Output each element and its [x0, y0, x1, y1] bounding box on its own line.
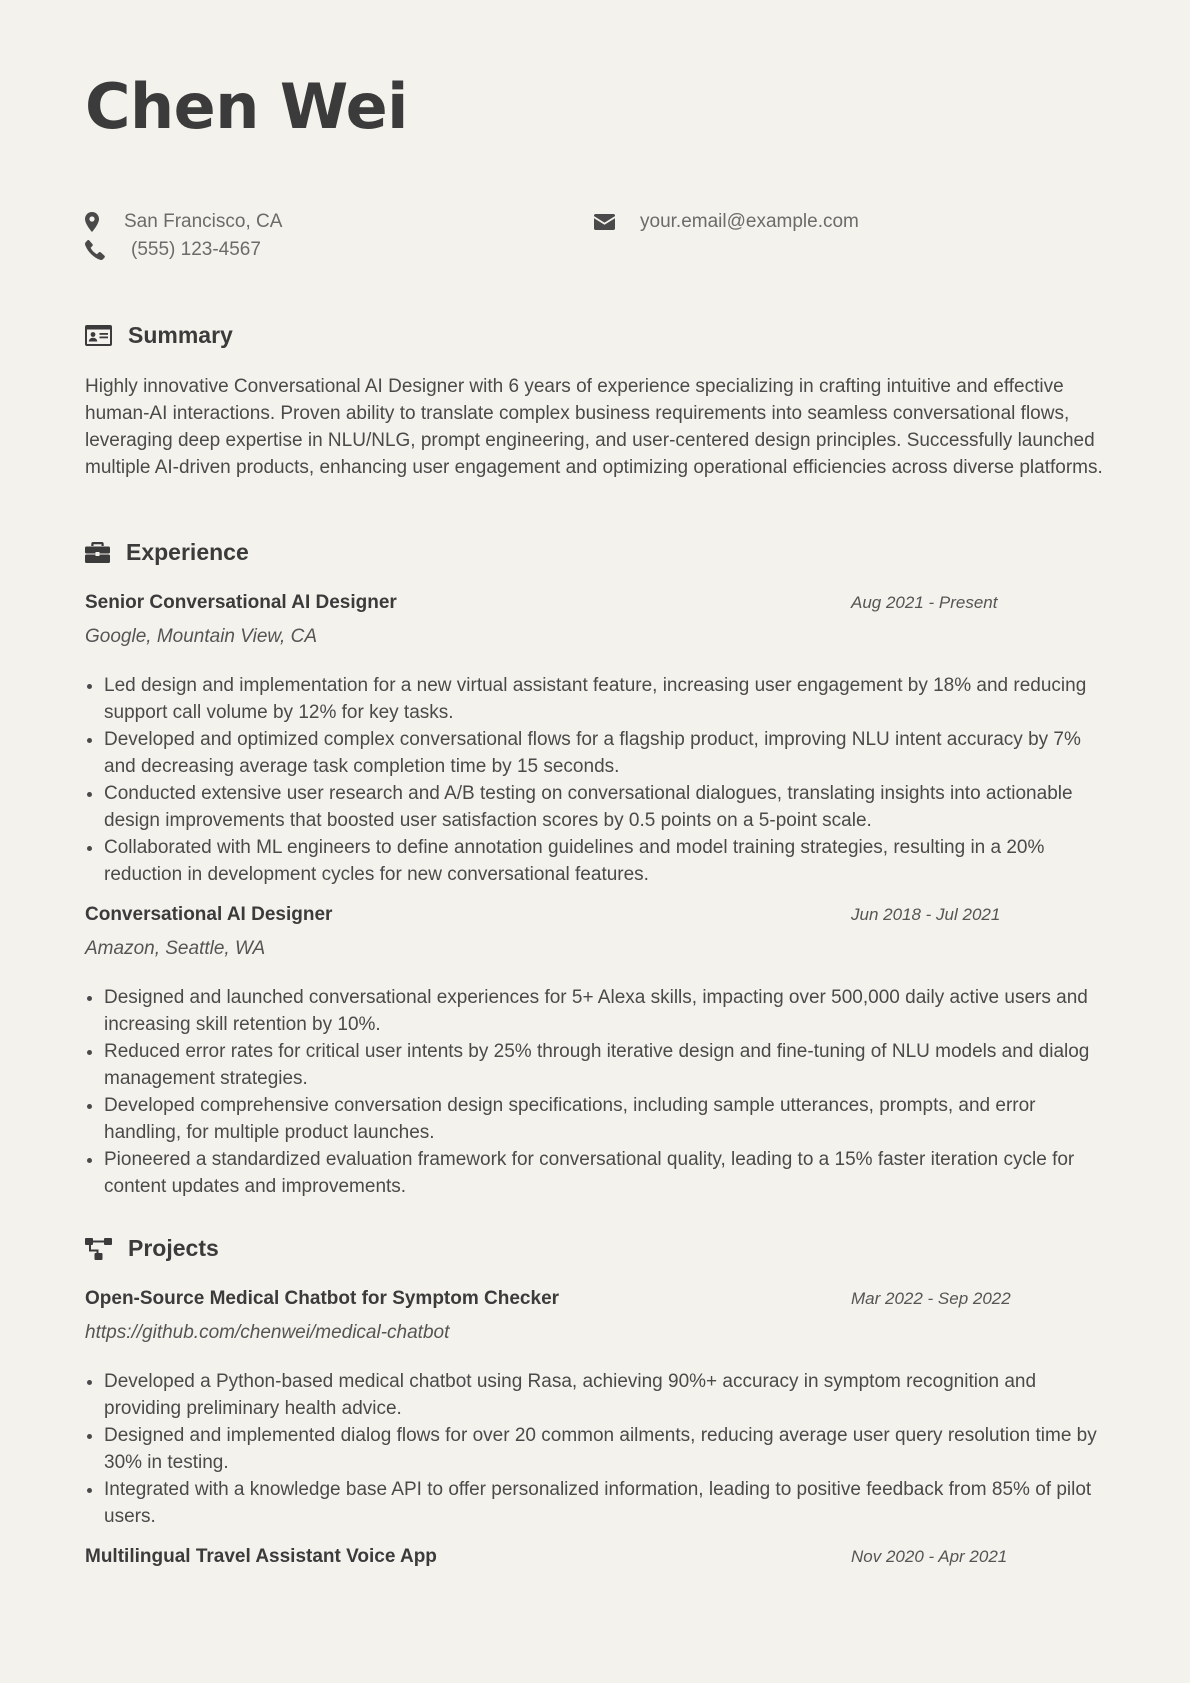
list-item: Pioneered a standardized evaluation framework for conversational quality, leading to a 15% faster iteration cycle for content updates and improvements. — [85, 1146, 1105, 1200]
list-item: Reduced error rates for critical user intents by 25% through iterative design and fine-tuning of NLU models and dialog management strategies. — [85, 1038, 1105, 1092]
contact-phone — [85, 239, 261, 261]
summary-heading — [85, 322, 233, 349]
summary-text: Highly innovative Conversational AI Designer with 6 years of experience specializing in crafting intuitive and effective human-AI interactions. Proven ability to translate complex business requirements into seamless conversational flows, leveraging deep expertise in NLU/NLG, prompt engineering, and user-centered design principles. Successfully launched multiple AI-driven products, enhancing user engagement and optimizing operational efficiencies across diverse platforms. — [85, 376, 1103, 478]
job-company: Amazon, Seattle, WA — [85, 938, 266, 959]
project-date: Nov 2020 - Apr 2021 — [851, 1547, 1008, 1566]
experience-heading — [85, 539, 249, 566]
envelope-icon — [594, 214, 615, 230]
phone-icon — [85, 240, 105, 260]
summary-heading-text: Summary — [128, 322, 233, 348]
job-bullets — [85, 672, 1105, 888]
project-title: Open-Source Medical Chatbot for Symptom Checker — [85, 1288, 560, 1309]
project-bullets — [85, 1368, 1105, 1530]
list-item: Developed comprehensive conversation design specifications, including sample utterances, prompts, and error handling, for multiple product launches. — [85, 1092, 1105, 1146]
job-date: Jun 2018 - Jul 2021 — [851, 905, 1001, 924]
contact-email — [594, 211, 859, 233]
contact-location — [85, 211, 282, 233]
job-title: Senior Conversational AI Designer — [85, 592, 397, 613]
location-text: San Francisco, CA — [124, 211, 283, 232]
job-date: Aug 2021 - Present — [851, 593, 998, 612]
map-marker-icon — [85, 212, 99, 232]
project-link[interactable]: https://github.com/chenwei/medical-chatbot — [85, 1322, 450, 1343]
list-item: Led design and implementation for a new virtual assistant feature, increasing user engagement by 18% and reducing support call volume by 12% for key tasks. — [85, 672, 1105, 726]
project-title: Multilingual Travel Assistant Voice App — [85, 1546, 437, 1567]
projects-heading-text: Projects — [128, 1235, 219, 1261]
email-text: your.email@example.com — [640, 211, 859, 232]
id-card-icon — [85, 325, 112, 346]
job-company: Google, Mountain View, CA — [85, 626, 318, 647]
job-bullets — [85, 984, 1105, 1200]
list-item: Designed and implemented dialog flows for over 20 common ailments, reducing average user query resolution time by 30% in testing. — [85, 1422, 1105, 1476]
sitemap-icon — [85, 1238, 112, 1260]
experience-heading-text: Experience — [126, 539, 249, 565]
list-item: Designed and launched conversational experiences for 5+ Alexa skills, impacting over 500,000 daily active users and increasing skill retention by 10%. — [85, 984, 1105, 1038]
list-item: Collaborated with ML engineers to define annotation guidelines and model training strategies, resulting in a 20% reduction in development cycles for new conversational features. — [85, 834, 1105, 888]
list-item: Conducted extensive user research and A/B testing on conversational dialogues, translating insights into actionable design improvements that boosted user satisfaction scores by 0.5 points on a 5-point scale. — [85, 780, 1105, 834]
briefcase-icon — [85, 542, 110, 563]
candidate-name: Chen Wei — [85, 70, 408, 143]
job-title: Conversational AI Designer — [85, 904, 333, 925]
list-item: Developed and optimized complex conversational flows for a flagship product, improving NLU intent accuracy by 7% and decreasing average task completion time by 15 seconds. — [85, 726, 1105, 780]
list-item: Developed a Python-based medical chatbot using Rasa, achieving 90%+ accuracy in symptom recognition and providing preliminary health advice. — [85, 1368, 1105, 1422]
project-date: Mar 2022 - Sep 2022 — [851, 1289, 1011, 1308]
list-item: Integrated with a knowledge base API to offer personalized information, leading to positive feedback from 85% of pilot users. — [85, 1476, 1105, 1530]
projects-heading — [85, 1235, 219, 1262]
phone-text: (555) 123-4567 — [131, 239, 261, 260]
